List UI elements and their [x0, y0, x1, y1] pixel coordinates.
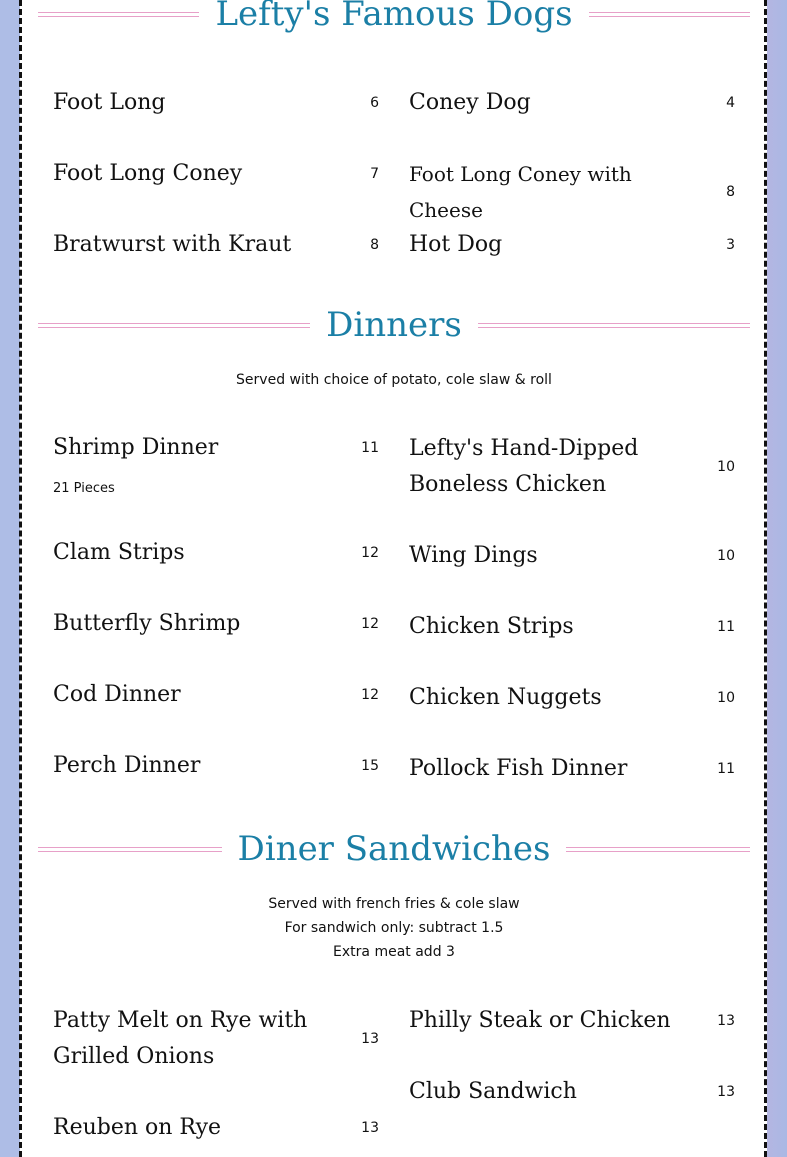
item-name: Philly Steak or Chicken — [409, 1008, 671, 1033]
item-name: Patty Melt on Rye with Grilled Onions — [53, 1008, 308, 1069]
section-header-sandwiches — [38, 829, 750, 869]
item-name: Cod Dinner — [53, 682, 181, 707]
item-price: 12 — [361, 616, 379, 632]
section-title-dinners: Dinners — [310, 305, 478, 345]
item-price: 4 — [726, 95, 735, 111]
item-name: Coney Dog — [409, 90, 531, 115]
menu-item — [409, 156, 735, 228]
item-price: 11 — [717, 619, 735, 635]
item-name: Pollock Fish Dinner — [409, 756, 628, 781]
menu-item — [53, 430, 379, 466]
menu-item — [409, 431, 735, 503]
item-price: 12 — [361, 545, 379, 561]
item-name: Bratwurst with Kraut — [53, 232, 292, 257]
menu-item — [53, 156, 379, 192]
item-name: Chicken Nuggets — [409, 685, 602, 710]
item-name: Foot Long Coney — [53, 161, 243, 186]
item-name: Clam Strips — [53, 540, 185, 565]
item-subtext: 21 Pieces — [53, 481, 115, 496]
menu-item — [53, 1003, 379, 1075]
item-name: Perch Dinner — [53, 753, 201, 778]
section-header-dogs — [38, 0, 750, 34]
menu-item — [53, 748, 379, 784]
item-price: 10 — [717, 459, 735, 475]
menu-item — [409, 1074, 735, 1110]
item-price: 10 — [717, 548, 735, 564]
section-note: Served with choice of potato, cole slaw & roll — [236, 372, 552, 388]
menu-item — [409, 1003, 735, 1039]
item-price: 3 — [726, 237, 735, 253]
item-price: 13 — [717, 1013, 735, 1029]
menu-item — [53, 677, 379, 713]
menu-item — [53, 227, 379, 263]
item-price: 13 — [717, 1084, 735, 1100]
menu-item — [53, 1110, 379, 1146]
item-price: 15 — [361, 758, 379, 774]
section-header-dinners — [38, 305, 750, 345]
menu-item — [409, 609, 735, 645]
item-name: Butterfly Shrimp — [53, 611, 241, 636]
section-note: For sandwich only: subtract 1.5 — [284, 920, 504, 936]
menu-item — [409, 751, 735, 787]
left-dashed-border — [19, 0, 22, 1157]
item-name: Shrimp Dinner — [53, 435, 219, 460]
item-name: Lefty's Hand-Dipped Boneless Chicken — [409, 436, 639, 497]
item-name: Club Sandwich — [409, 1079, 577, 1104]
section-note: Extra meat add 3 — [333, 944, 455, 960]
item-name: Foot Long — [53, 90, 166, 115]
menu-item — [409, 538, 735, 574]
item-name: Hot Dog — [409, 232, 503, 257]
item-name: Chicken Strips — [409, 614, 574, 639]
section-title-sandwiches: Diner Sandwiches — [222, 829, 567, 869]
right-dashed-border — [764, 0, 767, 1157]
item-price: 6 — [370, 95, 379, 111]
item-name: Reuben on Rye — [53, 1115, 222, 1140]
item-price: 11 — [361, 440, 379, 456]
menu-item — [409, 680, 735, 716]
menu-item — [409, 227, 735, 263]
item-price: 13 — [361, 1031, 379, 1047]
item-name: Wing Dings — [409, 543, 538, 568]
item-price: 12 — [361, 687, 379, 703]
item-price: 8 — [726, 184, 735, 200]
section-note: Served with french fries & cole slaw — [268, 896, 520, 912]
menu-item — [53, 85, 379, 121]
item-name: Foot Long Coney with Cheese — [409, 162, 632, 222]
item-price: 8 — [370, 237, 379, 253]
item-price: 10 — [717, 690, 735, 706]
menu-item — [409, 85, 735, 121]
item-price: 13 — [361, 1120, 379, 1136]
item-price: 11 — [717, 761, 735, 777]
menu-item — [53, 535, 379, 571]
item-price: 7 — [370, 166, 379, 182]
menu-item — [53, 606, 379, 642]
section-title-dogs: Lefty's Famous Dogs — [199, 0, 588, 34]
